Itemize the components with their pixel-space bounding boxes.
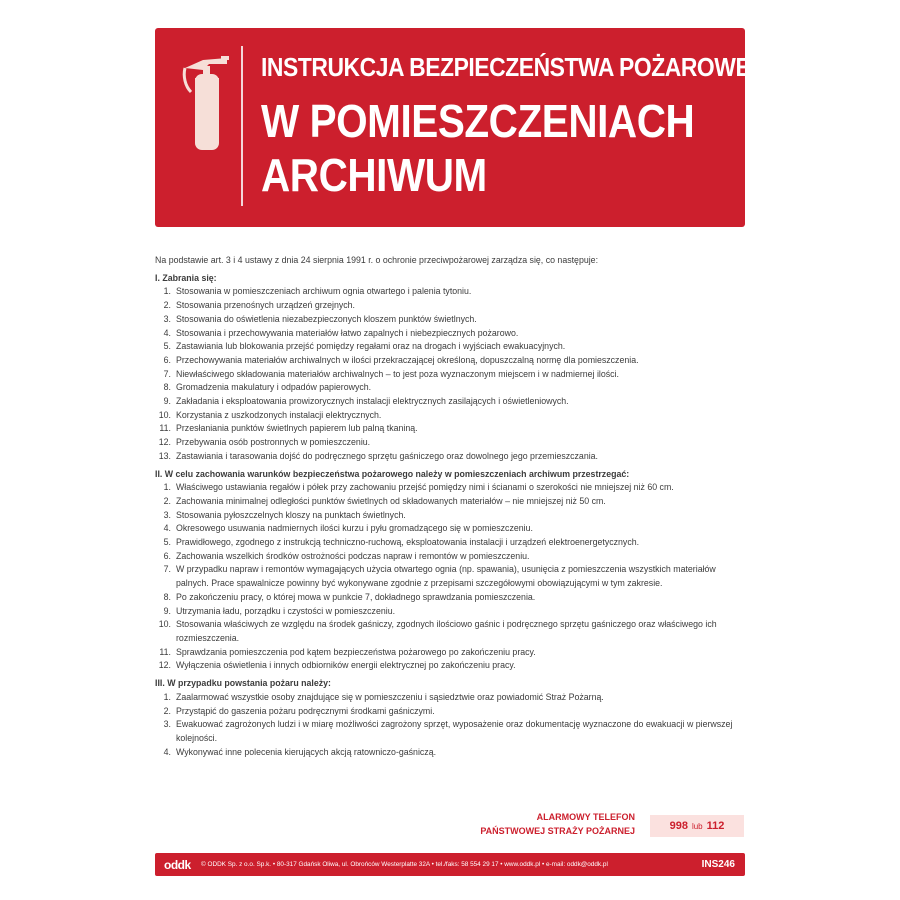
list-item-text: Przystąpić do gaszenia pożaru podręcznymi środkami gaśniczymi. (176, 705, 435, 716)
alarm-label-line2: PAŃSTWOWEJ STRAŻY POŻARNEJ (480, 826, 635, 836)
list-item-number: 3. (163, 313, 171, 324)
list-item-number: 4. (163, 327, 171, 338)
list-item-text: Stosowania w pomieszczeniach archiwum ognia otwartego i palenia tytoniu. (176, 286, 472, 297)
list-item (155, 450, 749, 464)
list-item-number: 5. (163, 341, 171, 352)
alarm-number-112: 112 (706, 820, 725, 832)
section-title: II. W celu zachowania warunków bezpieczeństwa pożarowego należy w pomieszczeniach archiwum przestrzegać: (155, 468, 630, 479)
list-item-number: 8. (163, 591, 171, 602)
title-line-2a: W POMIESZCZENIACH (261, 95, 695, 147)
list-item (155, 495, 749, 509)
list-item-text: W przypadku napraw i remontów wymagających użycia otwartego ognia (np. spawania), usunięcia z pomieszczenia wszystkich materiałów palnych. Prace spawalnicze powinny być wykonywane zgodnie z przepisami szczegółowymi obowiązującymi w tym zakresie. (176, 564, 716, 589)
list-item-text: Przechowywania materiałów archiwalnych w ilości przekraczającej określoną, dopuszczalną normę dla pomieszczenia. (176, 354, 639, 365)
list-item-number: 6. (163, 354, 171, 365)
list-item (155, 522, 749, 536)
list-item (155, 340, 749, 354)
title-line-1: INSTRUKCJA BEZPIECZEŃSTWA POŻAROWEGO (261, 52, 785, 82)
list-item-text: Stosowania i przechowywania materiałów łatwo zapalnych i niebezpiecznych pożarowo. (176, 327, 519, 338)
list-item-text: Korzystania z uszkodzonych instalacji elektrycznych. (176, 409, 382, 420)
header-banner (155, 28, 785, 227)
list-item-number: 9. (163, 396, 171, 407)
section-list (155, 481, 749, 673)
section-3 (155, 677, 749, 759)
list-item-text: Zaalarmować wszystkie osoby znajdujące się w pomieszczeniu i sąsiedztwie oraz powiadomić Straż Pożarną. (176, 691, 604, 702)
list-item (155, 285, 749, 299)
list-item (155, 746, 749, 760)
list-item-text: Zakładania i eksploatowania prowizorycznych instalacji elektrycznych zasilających i oświetleniowych. (176, 396, 569, 407)
list-item-number: 1. (163, 286, 171, 297)
list-item (155, 618, 749, 645)
footer-bar (155, 853, 745, 876)
list-item-text: Okresowego usuwania nadmiernych ilości kurzu i pyłu gromadzącego się w pomieszczeniu. (176, 523, 533, 534)
list-item-number: 13. (158, 450, 171, 461)
footer-contact: © ODDK Sp. z o.o. Sp.k. • 80-317 Gdańsk Oliwa, ul. Obrońców Westerplatte 32A • tel./faks: 58 554 29 17 • www.oddk.pl • e-mail: oddk@oddk.pl (201, 861, 608, 868)
list-item-number: 2. (163, 495, 171, 506)
list-item-number: 2. (163, 300, 171, 311)
list-item (155, 536, 749, 550)
list-item (155, 563, 749, 590)
sections (155, 272, 749, 760)
list-item-number: 11. (159, 423, 171, 434)
list-item-number: 6. (163, 550, 171, 561)
list-item (155, 605, 749, 619)
list-item-text: Prawidłowego, zgodnego z instrukcją techniczno-ruchową, eksploatowania instalacji i urządzeń elektroenergetycznych. (176, 537, 640, 548)
title-line-2 (261, 94, 694, 202)
list-item-number: 2. (163, 705, 171, 716)
list-item (155, 409, 749, 423)
alarm-label (430, 810, 635, 838)
list-item-number: 10. (158, 409, 171, 420)
list-item-number: 8. (163, 382, 171, 393)
list-item (155, 481, 749, 495)
list-item-number: 7. (163, 564, 171, 575)
instruction-body (155, 254, 749, 763)
list-item-number: 12. (158, 660, 171, 671)
list-item-text: Stosowania do oświetlenia niezabezpieczonych kloszem punktów świetlnych. (176, 313, 477, 324)
fire-extinguisher-icon (181, 46, 233, 156)
list-item-number: 5. (163, 537, 171, 548)
list-item-text: Sprawdzania pomieszczenia pod kątem bezpieczeństwa pożarowego po zakończeniu pracy. (176, 646, 536, 657)
section-1 (155, 272, 749, 464)
list-item-text: Gromadzenia makulatury i odpadów papierowych. (176, 382, 372, 393)
list-item (155, 705, 749, 719)
list-item-number: 3. (163, 509, 171, 520)
list-item-text: Przesłaniania punktów świetlnych papierem lub palną tkaniną. (176, 423, 418, 434)
list-item (155, 550, 749, 564)
intro-text: Na podstawie art. 3 i 4 ustawy z dnia 24 sierpnia 1991 r. o ochronie przeciwpożarowej zarządza się, co następuje: (155, 255, 599, 265)
list-item (155, 509, 749, 523)
alarm-separator: lub (691, 821, 703, 831)
list-item-number: 4. (163, 523, 171, 534)
list-item (155, 436, 749, 450)
list-item-text: Zastawiania lub blokowania przejść pomiędzy regałami oraz na drogach i wyjściach ewakuacyjnych. (176, 341, 566, 352)
list-item (155, 313, 749, 327)
list-item (155, 591, 749, 605)
list-item (155, 354, 749, 368)
list-item-text: Zachowania wszelkich środków ostrożności podczas napraw i remontów w pomieszczeniu. (176, 550, 530, 561)
list-item (155, 299, 749, 313)
list-item-text: Zastawiania i tarasowania dojść do podręcznego sprzętu gaśniczego oraz dowolnego jego przemieszczania. (176, 450, 599, 461)
alarm-numbers (650, 815, 744, 837)
list-item-text: Wyłączenia oświetlenia i innych odbiorników energii elektrycznej po zakończeniu pracy. (176, 660, 516, 671)
list-item-number: 1. (163, 482, 171, 493)
list-item (155, 368, 749, 382)
product-code: INS246 (701, 859, 735, 870)
list-item-text: Zachowania minimalnej odległości punktów świetlnych od składowanych materiałów – nie mniejszej niż 50 cm. (176, 495, 606, 506)
list-item (155, 395, 749, 409)
list-item-number: 11. (159, 646, 171, 657)
list-item-text: Niewłaściwego składowania materiałów archiwalnych – to jest poza wyznaczonym miejscem i w nadmiernej ilości. (176, 368, 619, 379)
list-item-text: Wykonywać inne polecenia kierujących akcją ratowniczo-gaśniczą. (176, 746, 437, 757)
list-item (155, 691, 749, 705)
section-list (155, 691, 749, 760)
list-item-text: Właściwego ustawiania regałów i półek przy zachowaniu przejść pomiędzy nimi i ścianami o szerokości nie mniejszej niż 60 cm. (176, 482, 674, 493)
list-item-number: 9. (163, 605, 171, 616)
alarm-label-line1: ALARMOWY TELEFON (536, 812, 635, 822)
list-item-text: Ewakuować zagrożonych ludzi i w miarę możliwości zagrożony sprzęt, wyposażenie oraz dokumentację wyznaczone do ewakuacji w pierwszej kolejności. (176, 719, 733, 743)
section-list (155, 285, 749, 463)
alarm-number-998: 998 (669, 820, 688, 832)
list-item-number: 3. (163, 719, 171, 730)
list-item (155, 422, 749, 436)
list-item (155, 718, 749, 745)
list-item-number: 10. (158, 619, 171, 630)
list-item (155, 327, 749, 341)
list-item-text: Stosowania właściwych ze względu na środek gaśniczy, zgodnych ilościowo gaśnic i podręcznego sprzętu gaśniczego oraz właściwego ich rozmieszczenia. (176, 619, 717, 643)
section-title: I. Zabrania się: (155, 272, 217, 283)
list-item (155, 646, 749, 660)
list-item (155, 659, 749, 673)
section-title: III. W przypadku powstania pożaru należy: (155, 678, 331, 689)
list-item-text: Utrzymania ładu, porządku i czystości w pomieszczeniu. (176, 605, 396, 616)
list-item (155, 381, 749, 395)
list-item-text: Po zakończeniu pracy, o której mowa w punkcie 7, dokładnego sprawdzania pomieszczenia. (176, 591, 536, 602)
section-2 (155, 468, 749, 674)
list-item-text: Stosowania przenośnych urządzeń grzejnych. (176, 300, 355, 311)
list-item-number: 7. (163, 368, 171, 379)
list-item-text: Przebywania osób postronnych w pomieszczeniu. (176, 437, 371, 448)
list-item-number: 4. (163, 746, 171, 757)
company-logo: oddk (164, 858, 191, 872)
list-item-text: Stosowania pyłoszczelnych kloszy na punktach świetlnych. (176, 509, 406, 520)
list-item-number: 12. (158, 437, 171, 448)
list-item-number: 1. (163, 691, 171, 702)
title-line-2b: ARCHIWUM (261, 149, 487, 201)
header-divider (241, 46, 243, 206)
